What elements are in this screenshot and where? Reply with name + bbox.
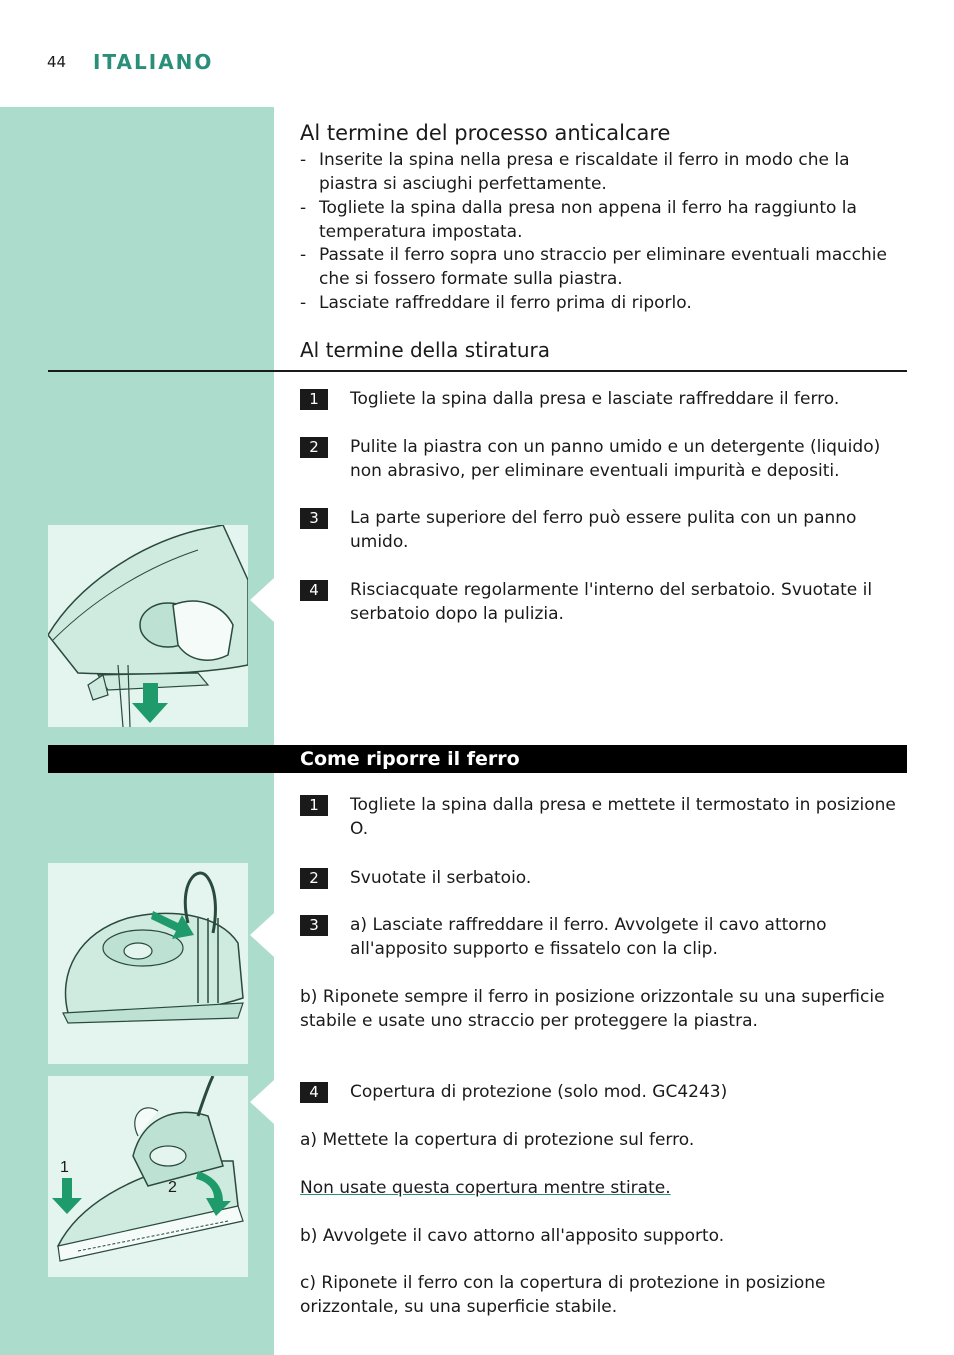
step-item <box>300 578 910 626</box>
warning-text <box>300 1176 910 1200</box>
step-number: 4 <box>300 580 328 601</box>
step-item <box>300 435 910 483</box>
page-number: 44 <box>47 53 67 71</box>
iron-cover-drawing <box>48 1076 248 1277</box>
step-number: 2 <box>300 437 328 458</box>
step-text: Copertura di protezione (solo mod. GC4243) <box>350 1082 728 1102</box>
iron-cord-drawing <box>48 863 248 1064</box>
step-number: 3 <box>300 915 328 936</box>
section-divider <box>48 370 907 372</box>
step-item <box>300 387 910 411</box>
bullet-item: - Togliete la spina dalla presa non appena il ferro ha raggiunto la temperatura impostata. <box>300 196 906 244</box>
step-item <box>300 506 910 554</box>
step-text: Togliete la spina dalla presa e mettete il termostato in posizione O. <box>350 795 896 839</box>
step-number: 1 <box>300 389 328 410</box>
substep-text: a) Mettete la copertura di protezione sul ferro. <box>300 1130 695 1150</box>
step-item <box>300 866 910 890</box>
step-text: Risciacquate regolarmente l'interno del serbatoio. Svuotate il serbatoio dopo la pulizia. <box>350 580 873 624</box>
section-title-descaling-end: Al termine del processo anticalcare <box>300 121 671 145</box>
step-number: 1 <box>300 795 328 816</box>
bullet-item: - Inserite la spina nella presa e riscaldate il ferro in modo che la piastra si asciughi perfettamente. <box>300 148 906 196</box>
bullet-item: - Passate il ferro sopra uno straccio per eliminare eventuali macchie che si fossero formate sulla piastra. <box>300 243 906 291</box>
step-item <box>300 913 910 961</box>
step-text: Pulite la piastra con un panno umido e un detergente (liquido) non abrasivo, per eliminare eventuali impurità e depositi. <box>350 437 881 481</box>
illustration-rinse-tank <box>48 525 248 727</box>
step-text: Svuotate il serbatoio. <box>350 868 532 888</box>
step-text: La parte superiore del ferro può essere pulita con un panno umido. <box>350 508 857 552</box>
substep-text: b) Avvolgete il cavo attorno all'apposito supporto. <box>300 1226 725 1246</box>
iron-rinse-drawing <box>48 525 248 727</box>
callout-pointer <box>250 1080 274 1124</box>
warning-underlined: Non usate questa copertura mentre stirate. <box>300 1178 671 1198</box>
figure-label-2: 2 <box>168 1179 177 1196</box>
section-title-storage: Come riporre il ferro <box>300 748 520 770</box>
note-text: b) Riponete sempre il ferro in posizione orizzontale su una superficie stabile e usate uno straccio per proteggere la piastra. <box>300 987 885 1031</box>
step-number: 4 <box>300 1082 328 1103</box>
step-item <box>300 1080 910 1104</box>
step-text: a) Lasciate raffreddare il ferro. Avvolgete il cavo attorno all'apposito supporto e fissatelo con la clip. <box>350 915 827 959</box>
step-text: Togliete la spina dalla presa e lasciate raffreddare il ferro. <box>350 389 840 409</box>
step-number: 3 <box>300 508 328 529</box>
section-title-after-ironing: Al termine della stiratura <box>300 338 551 362</box>
language-header: ITALIANO <box>93 50 214 74</box>
callout-pointer <box>250 913 274 957</box>
step-number: 2 <box>300 868 328 889</box>
step-item <box>300 793 910 841</box>
substep-text: c) Riponete il ferro con la copertura di protezione in posizione orizzontale, su una superficie stabile. <box>300 1273 826 1317</box>
figure-label-1: 1 <box>60 1159 69 1176</box>
illustration-protective-cover <box>48 1076 248 1277</box>
bullet-item: - Lasciate raffreddare il ferro prima di riporlo. <box>300 291 906 315</box>
illustration-cord-storage <box>48 863 248 1064</box>
callout-pointer <box>250 578 274 622</box>
